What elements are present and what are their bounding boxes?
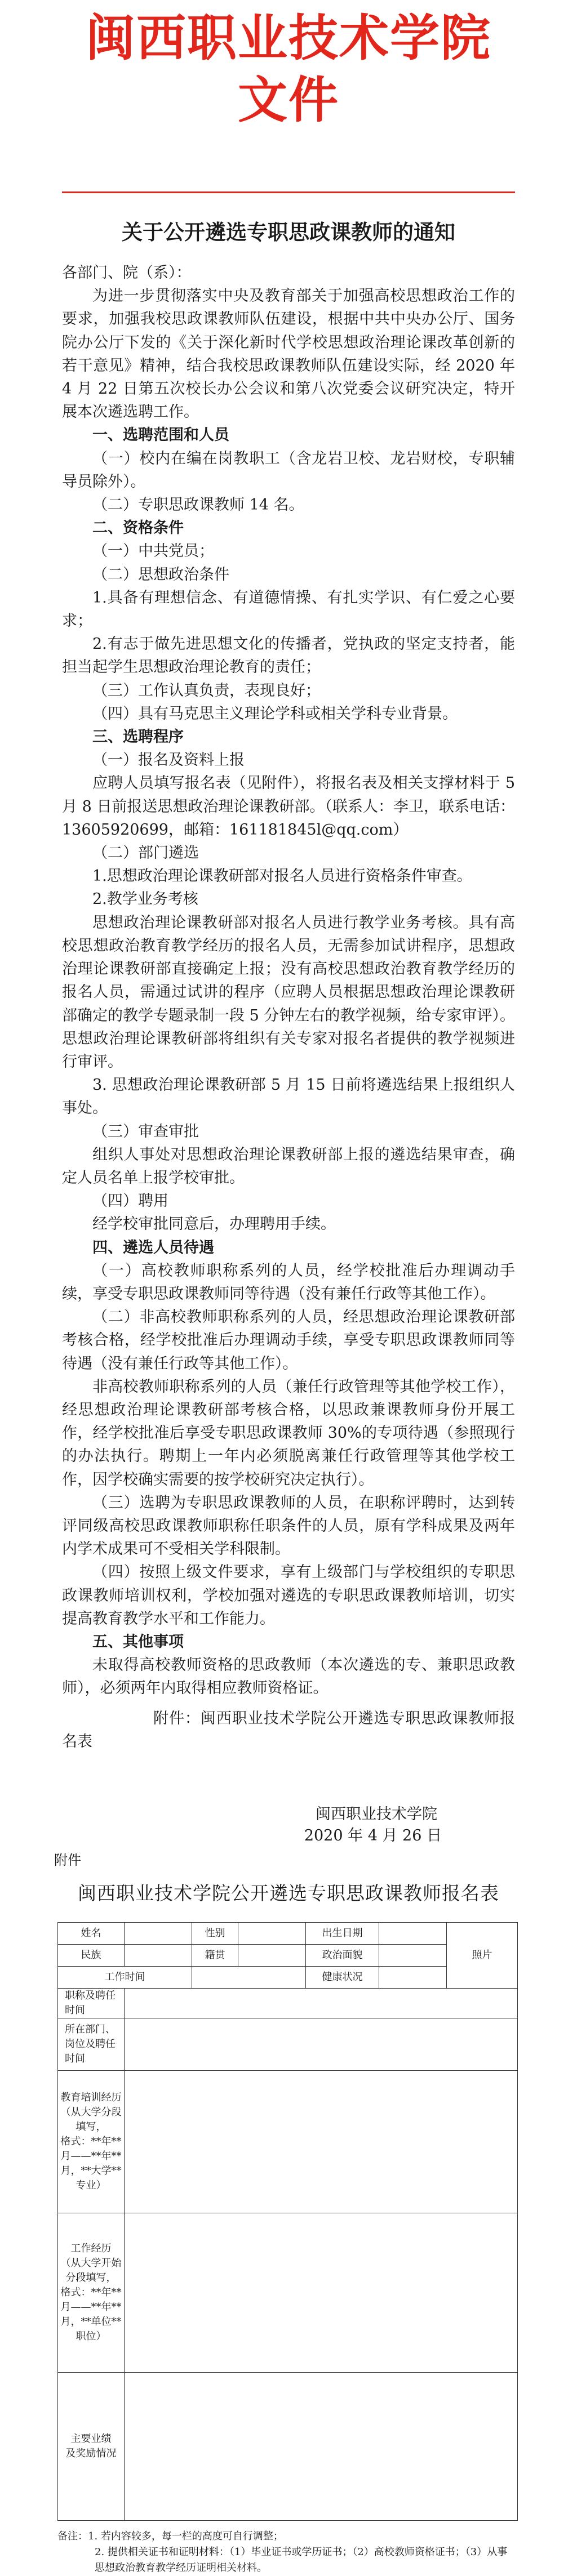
form-label-native-place: 籍贯	[192, 1945, 238, 1967]
red-divider	[62, 191, 515, 193]
salutation: 各部门、院（系）：	[62, 264, 192, 282]
intro-paragraph: 为进一步贯彻落实中央及教育部关于加强高校思想政治工作的要求，加强我校思政课教师队伍建设，根据中共中央办公厅、国务院办公厅下发的《关于深化新时代学校思想政治理论课改革创新的若干意见》精神，结合我校思政课教师队伍建设实际，经 2020 年 4 月 22 日第五次校长办公会议和第八次党委会议研究决定，特开展本次遴选聘工作。	[62, 287, 515, 421]
footnote-line-2: 2. 提供相关证书和证明材料：（1）毕业证书或学历证书；（2）高校教师资格证书；（3）从事思想政治教育教学经历证明相关材料。	[95, 2546, 508, 2574]
form-cell-work-start[interactable]	[192, 1967, 306, 1989]
paragraph: （二）思想政治条件	[92, 565, 229, 583]
paragraph: 思想政治理论课教研部对报名人员进行教学业务考核。具有高校思想政治教育教学经历的报名人员，无需参加试讲程序，思想政治理论课教研部直接确定上报；没有高校思想政治教育教学经历的报名人员，需通过试讲的程序（应聘人员根据思想政治理论课教研部确定的教学专题录制一段 5 分钟左右的教学视频，给专家审评）。思想政治理论课教研部将组织有关专家对报名者提供的教学视频进行审评。	[62, 913, 515, 1071]
paragraph: 1.具备有理想信念、有道德情操、有扎实学识、有仁爱之心要求；	[62, 589, 515, 630]
paragraph: 2.教学业务考核	[92, 890, 198, 908]
form-photo-cell[interactable]: 照片	[447, 1923, 518, 1989]
signature-block	[62, 1804, 515, 1847]
paragraph: 非高校教师职称系列的人员（兼任行政管理等其他学校工作），经思想政治理论课教研部考核合格，以思政兼课教师身份开展工作，经学校批准后享受专职思政课教师 30%的专项待遇（参照现行的办法执行。聘期上一年内必须脱离兼任行政管理等其他学校工作，因学校确实需要的按学校研究决定执行）。	[62, 1378, 515, 1488]
form-label-work-start: 工作时间	[58, 1967, 192, 1989]
paragraph: （二）部门遴选	[92, 844, 199, 862]
paragraph: 未取得高校教师资格的思政教师（本次遴选的专、兼职思政教师），必须两年内取得相应教师资格证。	[62, 1656, 515, 1697]
paragraph: （三）选聘为专职思政课教师的人员，在职称评聘时，达到转评同级高校思政课教师职称任职条件的人员，原有学科成果及两年内学术成果可不受相关学科限制。	[62, 1494, 515, 1558]
paragraph: （一）中共党员；	[92, 542, 214, 560]
section-heading-5: 五、其他事项	[92, 1633, 184, 1651]
paragraph: 经学校审批同意后，办理聘用手续。	[92, 1215, 336, 1233]
form-cell-title-time[interactable]	[125, 1989, 518, 2018]
doc-header: 闽西职业技术学院文件	[85, 8, 491, 129]
section-heading-1: 一、选聘范围和人员	[92, 426, 229, 444]
form-cell-dept-position[interactable]	[125, 2018, 518, 2071]
paragraph: （三）工作认真负责，表现良好；	[92, 681, 321, 699]
section-heading-4: 四、遴选人员待遇	[92, 1238, 214, 1256]
form-cell-birth[interactable]	[379, 1923, 447, 1945]
paragraph: （二）专职思政课教师 14 名。	[92, 496, 304, 514]
form-cell-native-place[interactable]	[238, 1945, 306, 1967]
form-label-ethnicity: 民族	[58, 1945, 125, 1967]
form-cell-health[interactable]	[379, 1967, 447, 1989]
form-label-political-status: 政治面貌	[306, 1945, 379, 1967]
paragraph: （一）报名及资料上报	[92, 751, 245, 769]
paragraph: 1.思想政治理论课教研部对报名人员进行资格条件审查。	[92, 867, 472, 885]
form-label-achievements: 主要业绩 及奖励情况	[58, 2373, 125, 2521]
form-footnote	[57, 2529, 515, 2576]
paragraph: （二）非高校教师职称系列的人员，经思想政治理论课教研部考核合格，经学校批准后办理调动手续，享受专职思政课教师同等待遇（没有兼任行政等其他工作）。	[62, 1308, 515, 1372]
form-label-work-history: 工作经历 （从大学开始分段填写， 格式：**年**月——**年**月，**单位**职位）	[58, 2213, 125, 2373]
paragraph: 2.有志于做先进思想文化的传播者，党执政的坚定支持者，能担当起学生思想政治理论教育的责任；	[62, 635, 515, 676]
attachment-note: 附件：闽西职业技术学院公开遴选专职思政课教师报名表	[62, 1709, 515, 1750]
paragraph: （一）高校教师职称系列的人员，经学校批准后办理调动手续，享受专职思政课教师同等待遇（没有兼任行政等其他工作）。	[62, 1262, 515, 1303]
form-label-title-time: 职称及聘任时间	[58, 1989, 125, 2018]
registration-form	[57, 1922, 518, 2521]
paragraph: 应聘人员填写报名表（见附件），将报名表及相关支撑材料于 5 月 8 日前报送思想政治理论课教研部。（联系人：李卫，联系电话：13605920699，邮箱：161181845l@qq.com）	[62, 774, 515, 839]
attachment-label: 附件	[54, 1852, 81, 1868]
form-label-dept-position: 所在部门、岗位及聘任时间	[58, 2018, 125, 2071]
section-heading-2: 二、资格条件	[92, 519, 184, 537]
form-label-gender: 性别	[192, 1923, 238, 1945]
signature-date: 2020 年 4 月 26 日	[304, 1827, 442, 1844]
form-cell-achievements[interactable]	[125, 2373, 518, 2521]
paragraph: 组织人事处对思想政治理论课教研部上报的遴选结果审查，确定人员名单上报学校审批。	[62, 1146, 515, 1187]
form-label-birth: 出生日期	[306, 1923, 379, 1945]
footnote-label: 备注：	[57, 2530, 88, 2542]
form-cell-ethnicity[interactable]	[125, 1945, 192, 1967]
paragraph: （三）审查审批	[92, 1122, 199, 1140]
paragraph: （四）聘用	[92, 1192, 168, 1210]
paragraph: （一）校内在编在岗教职工（含龙岩卫校、龙岩财校，专职辅导员除外）。	[62, 449, 515, 491]
section-heading-3: 三、选聘程序	[92, 728, 184, 746]
signature-org: 闽西职业技术学院	[316, 1806, 437, 1823]
form-cell-name[interactable]	[125, 1923, 192, 1945]
footnote-line-1	[57, 2529, 515, 2544]
footnote-text-1: 1. 若内容较多，每一栏的高度可自行调整；	[88, 2530, 283, 2542]
form-label-health: 健康状况	[306, 1967, 379, 1989]
form-cell-education[interactable]	[125, 2071, 518, 2213]
form-label-name: 姓名	[58, 1923, 125, 1945]
notice-body	[62, 261, 515, 1753]
notice-title: 关于公开遴选专职思政课教师的通知	[122, 220, 455, 244]
form-title: 闽西职业技术学院公开遴选专职思政课教师报名表	[78, 1882, 499, 1904]
form-cell-political-status[interactable]	[379, 1945, 447, 1967]
form-cell-gender[interactable]	[238, 1923, 306, 1945]
form-label-education: 教育培训经历 （从大学分段填写， 格式：**年**月——**年**月，**大学**专业）	[58, 2071, 125, 2213]
paragraph: 3. 思想政治理论课教研部 5 月 15 日前将遴选结果上报组织人事处。	[62, 1076, 515, 1117]
paragraph: （四）具有马克思主义理论学科或相关学科专业背景。	[92, 705, 458, 723]
form-cell-work-history[interactable]	[125, 2213, 518, 2373]
paragraph: （四）按照上级文件要求，享有上级部门与学校组织的专职思政课教师培训权利，学校加强对遴选的专职思政课教师培训，切实提高教育教学水平和工作能力。	[62, 1563, 515, 1628]
